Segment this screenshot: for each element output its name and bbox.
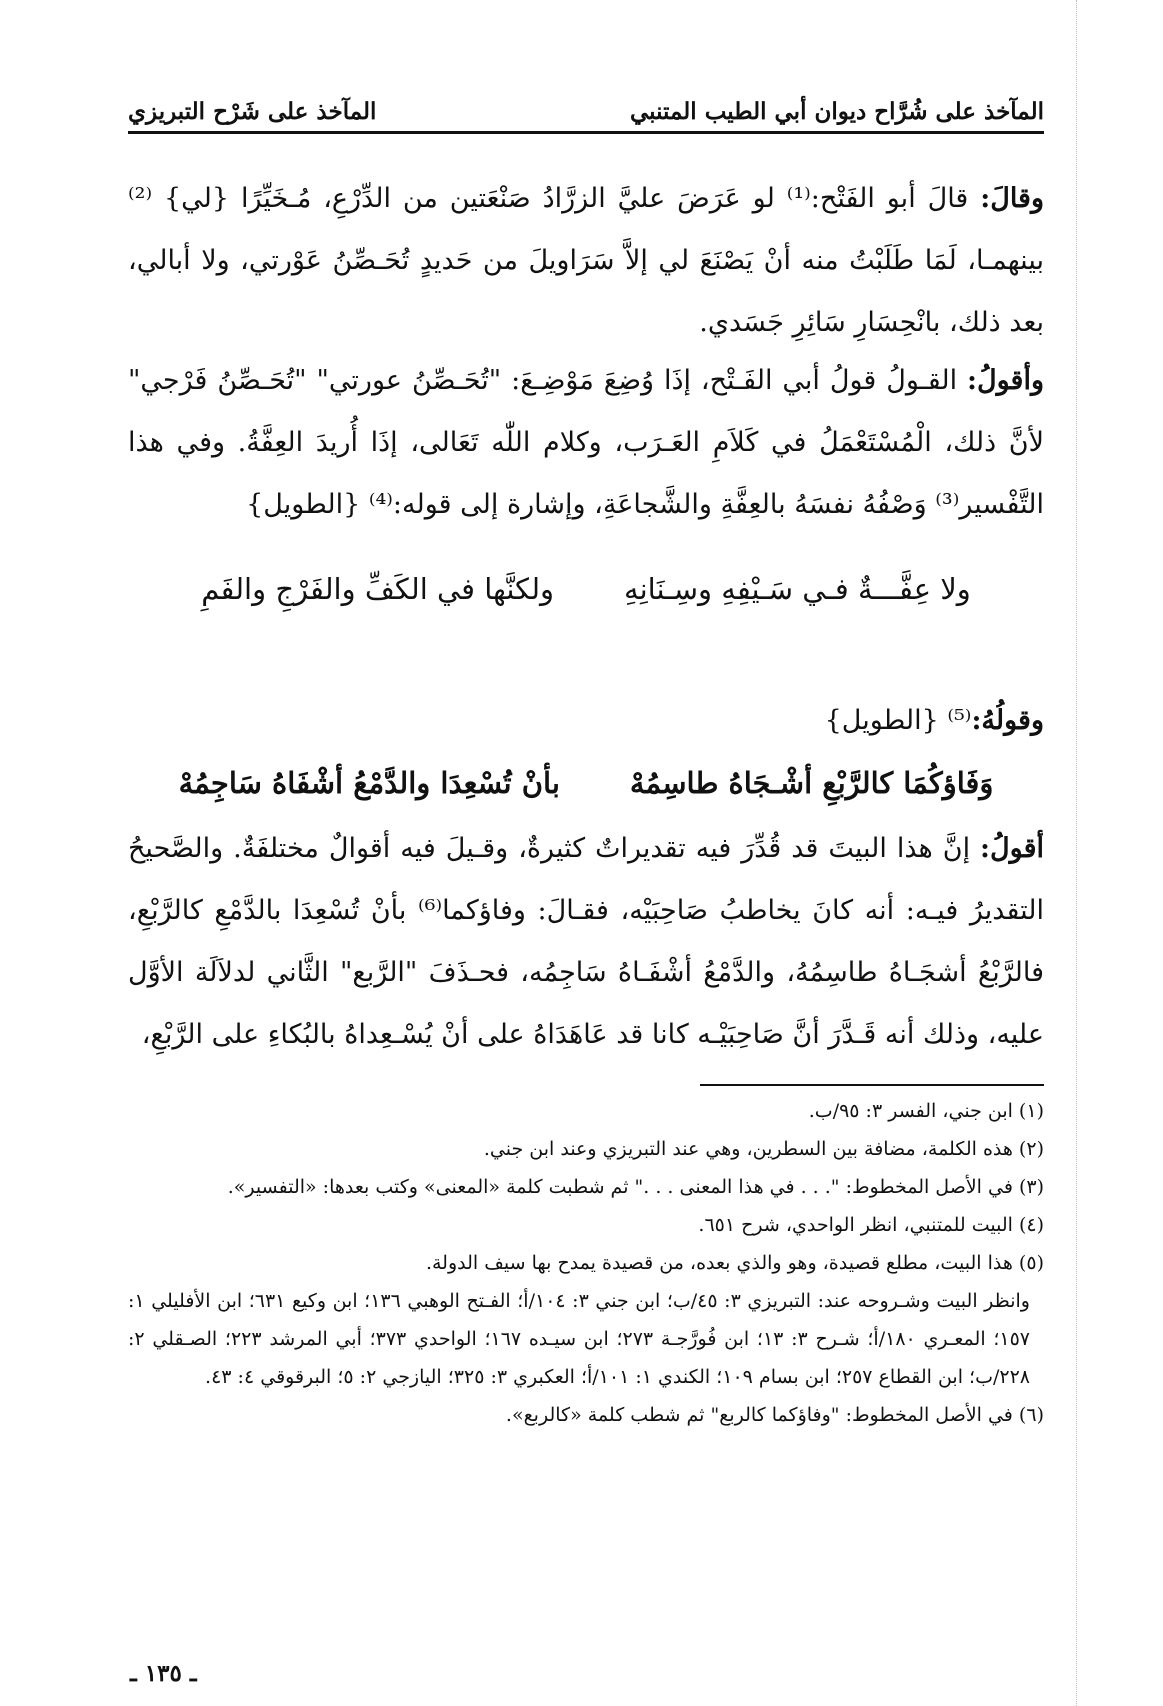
paragraph-2 — [128, 350, 1044, 536]
verse-second-hemistich: بأنْ تُسْعِدَا والدَّمْعُ أشْفَاهُ سَاجِمُهْ — [178, 766, 560, 800]
paragraph-lead: وأقولُ: — [967, 365, 1044, 396]
paragraph-lead: وقولُهُ: — [971, 705, 1044, 736]
paragraph-text: ⁽⁵⁾ {الطويل} — [824, 705, 972, 736]
paragraph-3 — [128, 818, 1044, 1066]
footnotes — [128, 1092, 1044, 1434]
verse-first-hemistich: وَفَاؤكُمَا كالرَّبْعِ أشْـجَاهُ طاسِمُهْ — [629, 766, 994, 800]
verse-intro — [128, 690, 1044, 752]
paragraph-lead: أقولُ: — [980, 833, 1044, 864]
running-header — [128, 82, 1044, 134]
footnote-separator — [700, 1084, 1044, 1086]
footnote-3: (٣) في الأصل المخطوط: ". . . في هذا المعنى . . ." ثم شطبت كلمة «المعنى» وكتب بعدها: «التفسير». — [227, 1176, 1044, 1198]
footnote-5-continuation: وانظر البيت وشـروحه عند: التبريزي ٣: ٤٥/ب؛ ابن جني ٣: ١٠٤/أ؛ الفـتح الوهبي ١٣٦؛ ابن وكيع ٦٣١؛ ابن الأفليلي ١: ١٥٧؛ المعـري ١٨٠/أ؛ شـرح ٣: ١٣؛ ابن فُورَّجـة ٢٧٣؛ ابن سيـده ١٦٧؛ الواحدي ٣٧٣؛ أبي المرشد ٢٢٣؛ الصـقلي ٢: ٢٢٨/ب؛ ابن القطاع ٢٥٧؛ ابن بسام ١٠٩؛ الكندي ١: ١٠١/أ؛ العكبري ٣: ٣٢٥؛ اليازجي ٢: ٥؛ البرقوقي ٤: ٤٣. — [128, 1290, 1030, 1388]
footnote-1: (١) ابن جني، الفسر ٣: ٩٥/ب. — [808, 1100, 1044, 1122]
paragraph-text: القـولُ قولُ أبي الفَـتْح، إذَا وُضِعَ مَوْضِـعَ: "تُحَـصِّنُ عورتي" "تُحَـصِّنُ فَرْجي" لأنَّ ذلك، الْمُسْتَعْمَلُ في كَلاَمِ العَـرَب، وكلام اللّٰه تَعَالى، إذَا أُريدَ العِفَّةُ. وفي هذا التَّفْسير⁽³⁾ وَصْفُهُ نفسَهُ بالعِفَّةِ والشَّجاعَةِ، وإشارة إلى قوله:⁽⁴⁾ {الطويل} — [128, 365, 1044, 520]
paragraph-text: قالَ أبو الفَتْح:⁽¹⁾ لو عَرَضَ عليَّ الزرَّادُ صَنْعَتين من الدِّرْعِ، مُـخَيِّرًا {لي} ⁽²⁾ بينهمـا، لَمَا طَلَبْتُ منه أنْ يَصْنَعَ لي إلاَّ سَرَاويلَ من حَديدٍ تُحَـصِّنُ عَوْرتي، ولا أبالي، بعد ذلك، بانْحِسَارِ سَائِرِ جَسَدي. — [128, 183, 1044, 338]
verse-first-hemistich: ولا عِفَّـــةٌ فـي سَـيْفِهِ وسِـنَانِهِ — [624, 572, 971, 606]
footnote-6: (٦) في الأصل المخطوط: "وفاؤكما كالربع" ثم شطب كلمة «كالربع». — [505, 1404, 1044, 1426]
header-book-title: المآخذ على شُرَّاح ديوان أبي الطيب المتنبي — [630, 98, 1044, 125]
verse-2 — [128, 752, 1044, 814]
page-number: ـ ١٣٥ ـ — [130, 1660, 197, 1687]
verse-second-hemistich: ولكنَّها في الكَفِّ والفَرْجِ والفَمِ — [201, 572, 555, 606]
paragraph-lead: وقالَ: — [980, 183, 1044, 214]
header-chapter-title: المآخذ على شَرْح التبريزي — [128, 98, 377, 125]
gutter-line — [1076, 0, 1077, 1706]
paragraph-text: إنَّ هذا البيتَ قد قُدِّرَ فيه تقديراتٌ كثيرةٌ، وقـيلَ فيه أقوالٌ مختلفَةٌ. والصَّحيحُ التقديرُ فيـه: أنه كانَ يخاطبُ صَاحِبَيْه، فقـالَ: وفاؤكما⁽⁶⁾ بأنْ تُسْعِدَا بالدَّمْعِ كالرَّبْعِ، فالرَّبْعُ أشجَـاهُ طاسِمُهُ، والدَّمْعُ أشْفَـاهُ سَاجِمُه، فحـذَفَ "الرَّبع" الثَّاني لدلاَلَة الأوَّل عليه، وذلك أنه قَـدَّرَ أنَّ صَاحِبَيْـه كانا قد عَاهَدَاهُ على أنْ يُسْـعِداهُ بالبُكاءِ على الرَّبْعِ، — [128, 833, 1044, 1050]
footnote-5: (٥) هذا البيت، مطلع قصيدة، وهو والذي بعده، من قصيدة يمدح بها سيف الدولة. — [425, 1252, 1044, 1274]
footnote-2: (٢) هذه الكلمة، مضافة بين السطرين، وهي عند التبريزي وعند ابن جني. — [483, 1138, 1044, 1160]
paragraph-1 — [128, 168, 1044, 354]
footnote-4: (٤) البيت للمتنبي، انظر الواحدي، شرح ٦٥١. — [698, 1214, 1044, 1236]
verse-1 — [128, 558, 1044, 620]
